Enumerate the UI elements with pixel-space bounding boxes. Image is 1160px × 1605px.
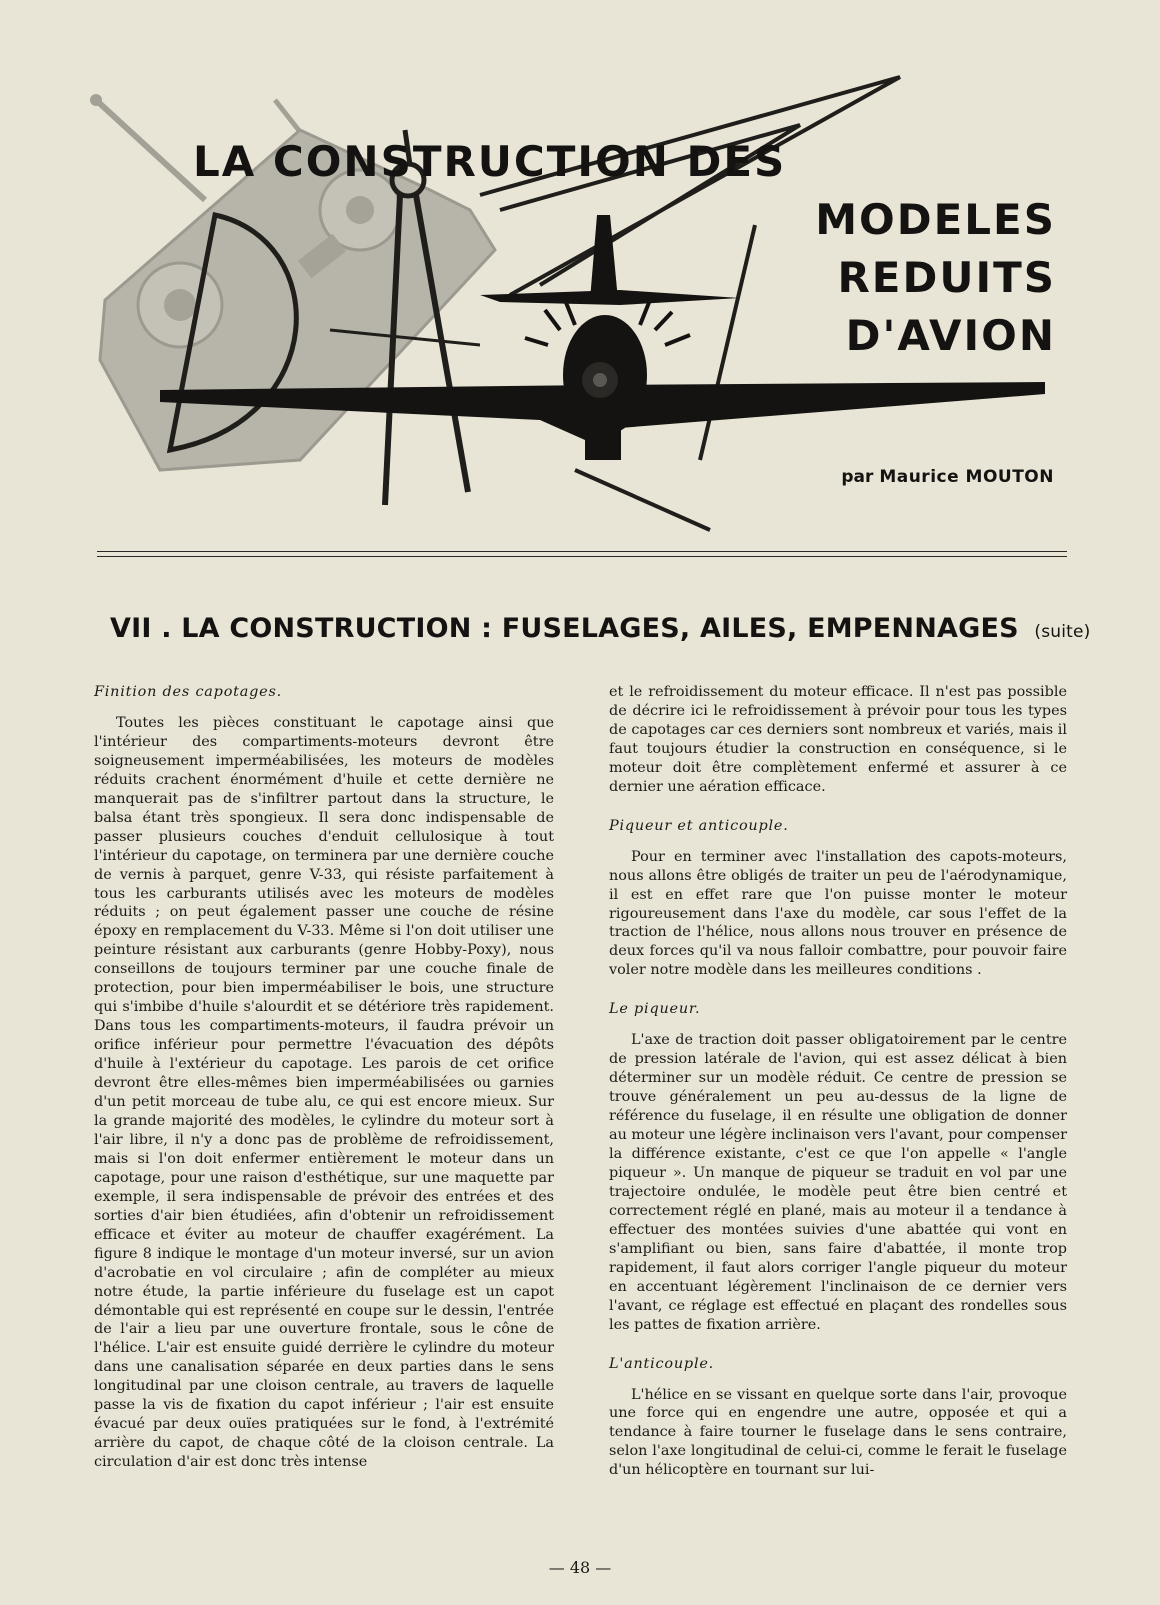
section-title-suffix: (suite) — [1034, 622, 1091, 642]
divider-rule — [97, 551, 1067, 552]
paragraph: Toutes les pièces constituant le capotage ainsi que l'intérieur des compartiments-moteurs devront être soigneusement imperméabilisées, les moteurs de modèles réduits crachent énormément d'huile et cette dernière ne manquerait pas de s'infiltrer partout dans la structure, le balsa étant très spongieux. Il sera donc indispensable de passer plusieurs couches d'enduit cellulosique à tout l'intérieur du capotage, on terminera par une dernière couche de vernis à parquet, genre V-33, qui résiste parfaitement à tous les carburants utilisés avec les moteurs de modèles réduits ; on peut également passer une couche de résine époxy en remplacement du V-33. Même si l'on doit utiliser une peinture résistant aux carburants (genre Hobby-Poxy), nous conseillons de toujours terminer par une couche finale de protection, pour bien imperméabiliser le bois, une structure qui s'imbibe d'huile s'alourdit et se détériore très rapidement. Dans tous les compartiments-moteurs, il faudra prévoir un orifice inférieur pour permettre l'évacuation des dépôts d'huile à l'extérieur du capotage. Les parois de cet orifice devront être elles-mêmes bien imperméabilisées ou garnies d'un petit morceau de tube alu, ce qui est encore mieux. Sur la grande majorité des modèles, le cylindre du moteur sort à l'air libre, il n'y a donc pas de problème de refroidissement, mais si l'on doit enfermer entièrement le moteur dans un capotage, pour une raison d'esthétique, sur une maquette par exemple, il sera indispensable de prévoir des entrées et des sorties d'air bien étudiées, afin d'obtenir un refroidissement efficace et éviter au moteur de chauffer exagérément. La figure 8 indique le montage d'un moteur inversé, sur un avion d'acrobatie en vol circulaire ; afin de compléter au mieux notre étude, la partie inférieure du fuselage est un capot démontable qui est représenté en coupe sur le dessin, l'entrée de l'air a lieu par une ouverture frontale, sous le cône de l'hélice. L'air est ensuite guidé derrière le cylindre du moteur dans une canalisation séparée en deux parties dans le sens longitudinal par une cloison centrale, au travers de laquelle passe la vis de fixation du capot inférieur ; l'air est ensuite évacué par deux ouïes pratiquées sur le fond, à l'extrémité arrière du capot, de chaque côté de la cloison centrale. La circulation d'air est donc très intense — [94, 714, 554, 1471]
section-title — [110, 613, 1091, 644]
paragraph: L'hélice en se vissant en quelque sorte dans l'air, provoque une force qui en engendre une autre, opposée et qui a tendance à faire tourner le fuselage dans le sens contraire, selon l'axe longitudinal de celui-ci, comme le ferait le fuselage d'un hélicoptère en tournant sur lui- — [609, 1386, 1067, 1479]
title-line-4: D'AVION — [845, 311, 1056, 360]
byline-prefix: par — [841, 467, 874, 487]
title-line-1: LA CONSTRUCTION DES — [193, 137, 787, 186]
subheading: Finition des capotages. — [94, 684, 283, 700]
right-column — [609, 683, 1067, 1480]
paragraph: Pour en terminer avec l'installation des capots-moteurs, nous allons être obligés de traiter un peu de l'aérodynamique, il est en effet rare que l'on puisse monter le moteur rigoureusement dans l'axe du modèle, car sous l'effet de la traction de l'hélice, nous allons nous trouver en présence de deux forces qu'il va nous falloir combattre, pour pouvoir faire voler notre modèle dans les meilleures conditions . — [609, 848, 1067, 979]
subheading: Piqueur et anticouple. — [609, 817, 789, 834]
author-name: Maurice MOUTON — [879, 467, 1054, 487]
subheading: L'anticouple. — [609, 1355, 715, 1372]
byline — [841, 467, 1054, 487]
title-line-2: MODELES — [815, 195, 1056, 244]
paragraph: et le refroidissement du moteur efficace. Il n'est pas possible de décrire ici le refroidissement à prévoir pour tous les types de capotages car ces derniers sont nombreux et variés, mais il faut toujours étudier la construction en conséquence, si le moteur doit être complètement enfermé et assurer à ce dernier une aération efficace. — [609, 684, 1067, 795]
section-title-text: VII . LA CONSTRUCTION : FUSELAGES, AILES, EMPENNAGES — [110, 613, 1019, 644]
title-line-3: REDUITS — [837, 253, 1056, 302]
subheading: Le piqueur. — [609, 1001, 701, 1018]
left-column — [94, 683, 554, 1472]
paragraph: L'axe de traction doit passer obligatoirement par le centre de pression latérale de l'avion, qui est assez délicat à bien déterminer sur un modèle réduit. Ce centre de pression se trouve généralement un peu au-dessus de la ligne de référence du fuselage, il en résulte une obligation de donner au moteur une légère inclinaison vers l'avant, pour compenser la différence existante, c'est ce que l'on appelle « l'angle piqueur ». Un manque de piqueur se traduit en vol par une trajectoire ondulée, le modèle peut être bien centré et correctement réglé en plané, mais au moteur il a tendance à effectuer des montées suivies d'une abattée qui vont en s'amplifiant ou bien, sans faire d'abattée, il monte trop rapidement, il faut alors corriger l'angle piqueur du moteur en accentuant légèrement l'inclinaison de ce dernier vers l'avant, ce réglage est effectué en plaçant des rondelles sous les pattes de fixation arrière. — [609, 1032, 1067, 1333]
page-number: — 48 — — [548, 1558, 612, 1577]
divider-rule — [97, 556, 1067, 557]
